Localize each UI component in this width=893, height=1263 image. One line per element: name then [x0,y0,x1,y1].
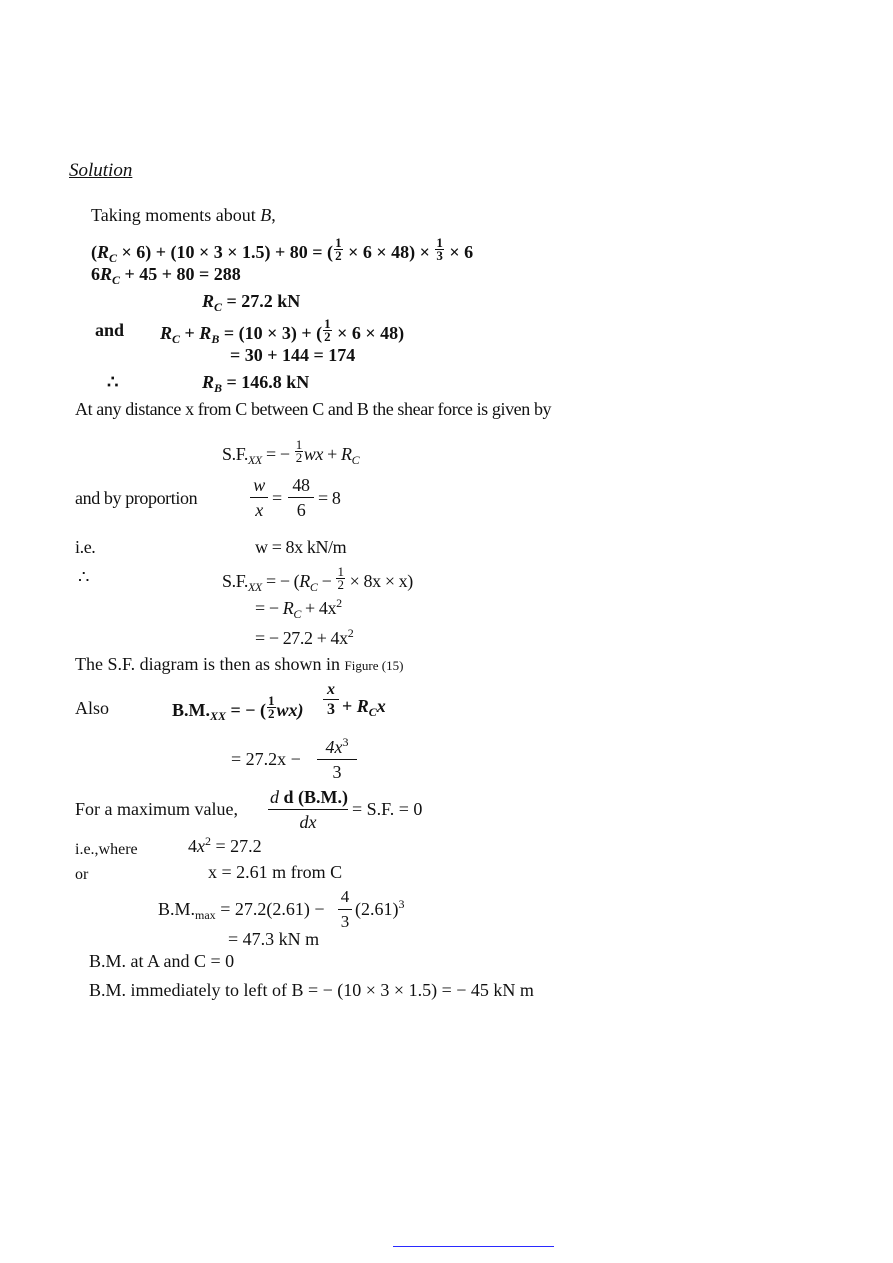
also-label: Also [75,698,110,718]
moment-equation-2: $6R_C + 45 + 80 = 288$ [91,264,241,287]
proportion-label: and by proportion [75,488,198,508]
shear-intro: At any distance x from C between C and B the shear force is given by [75,399,552,419]
proportion-result: = 8 [318,488,341,508]
half-fraction: $\frac{1}{2}$ [295,437,302,465]
moment-equation: $(R_C \times 6) + (10 \times 3 \times 1.5) + 80$ = ( $\frac{1}{2}$ × 6 × 48) × $\frac{1}{3}$ × 6 [91,235,474,265]
4x2-equation: $4x^2 = 27.2$ [188,834,262,856]
and-label: and [95,320,125,340]
bm-left-of-b: B.M. immediately to left of B = − (10 × 3 × 1.5) = − 45 kN m [89,980,534,1000]
ie-label: i.e. [75,537,96,557]
rc-result: $R_C = 27.2$ kN [202,291,301,314]
therefore-symbol-2: ∴ [78,567,90,587]
reaction-sum-result: = 30 + 144 = 174 [230,345,356,365]
footer-link-underline[interactable] [393,1246,554,1247]
half-fraction: $\frac{1}{2}$ [324,316,331,344]
sf-equation-2: $S.F._{XX}$ = − ($R_C$ − $\frac{1}{2}$ × 8x × x) [222,564,413,594]
iewhere-label: i.e.,where [75,841,138,858]
half-fraction: $\frac{1}{2}$ [268,693,275,721]
third-fraction: $\frac{1}{3}$ [436,235,443,263]
x-equation: x = 2.61 m from C [208,862,343,882]
therefore-symbol: ∴ [107,372,119,392]
proportion-equals: = [272,488,282,508]
half-fraction: $\frac{1}{2}$ [337,564,344,592]
sf-equation-4: = − $27.2 + 4x^2$ [255,626,354,648]
bm-at-a-and-c: B.M. at A and C = 0 [89,951,235,971]
moments-intro: Taking moments about B, [91,205,276,225]
proportion-fraction-w-x: $\frac{w}{x}$ [250,474,268,521]
bm-max-equation-tail: $(2.61)^3$ [355,897,405,919]
sf-equation-3: = − $R_C + 4x^2$ [255,596,342,621]
figure-reference: Figure (15) [344,658,404,673]
half-fraction: $\frac{1}{2}$ [335,235,342,263]
dbm-dx-fraction: $\frac{\text{d d (B.M.)}}{dx}$ [270,787,348,832]
rb-result: $R_B = 146.8$ kN [202,372,310,395]
max-value-label: For a maximum value, [75,799,238,819]
bm-max-equation: $B.M._{max} = 27.2(2.61)$ − [158,899,325,922]
4-over-3-fraction: $\frac{4}{3}$ [338,886,352,933]
bm-max-result: = 47.3 kN m [228,929,320,949]
proportion-fraction-48-6: $\frac{48}{6}$ [288,474,314,521]
sf-equation: $S.F._{XX}$ = − $\frac{1}{2}$ wx + $R_C$ [222,437,360,467]
bm-equation-2: = 27.2x − [231,749,301,769]
solution-heading: Solution [69,160,133,181]
max-value-result: = S.F. = 0 [352,799,423,819]
or-label: or [75,866,89,883]
bm-x-over-3: $\frac{x}{3}$ [323,681,339,718]
bm-4x3-over-3: $\frac{4x^3}{3}$ [317,736,357,783]
reaction-sum-equation: $R_C + R_B = (10 \times 3)$ + ( $\frac{1}{2}$ × 6 × 48) [160,316,405,346]
sf-diagram-text: The S.F. diagram is then as shown in Figure (15) [75,654,404,674]
bm-equation: $B.M._{XX}$ = − ( $\frac{1}{2}$ wx) [172,693,304,723]
bm-equation-tail: + $R_Cx$ [342,696,386,719]
w-equation: w = 8x kN/m [255,537,347,557]
